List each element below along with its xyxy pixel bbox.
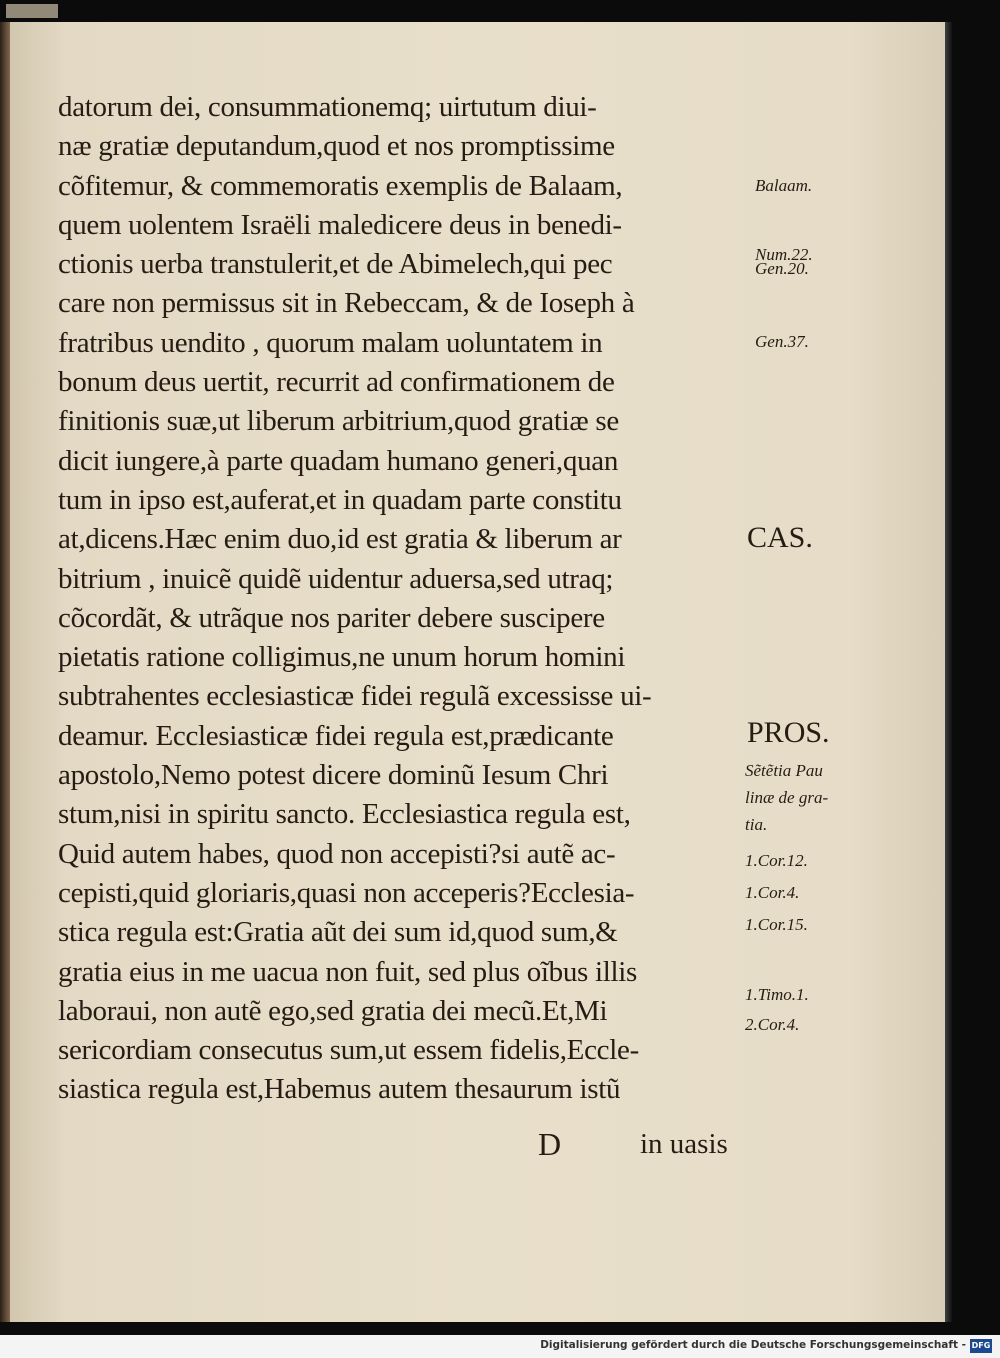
- text-line: quem uolentem Israëli maledicere deus in benedi-: [58, 208, 622, 241]
- text-line: apostolo,Nemo potest dicere dominũ Iesum Chri: [58, 759, 609, 792]
- signature-mark: D: [538, 1126, 562, 1162]
- text-line: siastica regula est,Habemus autem thesaurum istũ: [58, 1073, 621, 1106]
- text-line: næ gratiæ deputandum,quod et nos promptissime: [58, 130, 615, 163]
- text-line: deamur. Ecclesiasticæ fidei regula est,prædicante: [58, 719, 614, 752]
- footer-bar: [0, 1335, 1000, 1358]
- text-line: datorum dei, consummationemq; uirtutum diui-: [58, 91, 597, 123]
- margin-note-timo: 1.Timo.1.: [745, 985, 809, 1004]
- book-page: [10, 22, 945, 1322]
- margin-note-sententia: tia.: [745, 815, 768, 834]
- text-line: at,dicens.Hæc enim duo,id est gratia & liberum ar: [58, 523, 622, 556]
- text-line: sericordiam consecutus sum,ut essem fidelis,Eccle-: [58, 1034, 639, 1067]
- catchword: in uasis: [640, 1128, 728, 1160]
- dfg-logo: DFG: [970, 1339, 992, 1353]
- text-line: stum,nisi in spiritu sancto. Ecclesiastica regula est,: [58, 798, 631, 831]
- text-line: subtrahentes ecclesiasticæ fidei regulã excessisse ui-: [58, 680, 652, 713]
- margin-note-num: Num.22.: [755, 245, 813, 264]
- text-line: fratribus uendito , quorum malam uoluntatem in: [58, 326, 603, 359]
- text-line: cõcordãt, & utrãque nos pariter debere suscipere: [58, 601, 605, 634]
- text-line: finitionis suæ,ut liberum arbitrium,quod gratiæ se: [58, 405, 619, 438]
- margin-note-sententia: Sẽtẽtia Pau: [745, 761, 823, 780]
- body-text: [58, 88, 758, 1110]
- margin-note-cor4: 1.Cor.4.: [745, 883, 800, 902]
- margin-note-cor4b: 2.Cor.4.: [745, 1015, 800, 1034]
- text-line: ctionis uerba transtulerit,et de Abimelech,qui pec: [58, 248, 613, 281]
- margin-note-gen20: Gen.20.: [755, 259, 809, 278]
- text-line: cepisti,quid gloriaris,quasi non acceperis?Ecclesia-: [58, 876, 635, 909]
- text-line: laboraui, non autẽ ego,sed gratia dei mecũ.Et,Mi: [58, 994, 608, 1027]
- corner-tag: [6, 4, 58, 18]
- text-line: dicit iungere,à parte quadam humano generi,quan: [58, 444, 619, 477]
- margin-note-cor15: 1.Cor.15.: [745, 915, 808, 934]
- text-line: bonum deus uertit, recurrit ad confirmationem de: [58, 366, 615, 399]
- text-line: cõfitemur, & commemoratis exemplis de Balaam,: [58, 169, 623, 202]
- text-line: stica regula est:Gratia aũt dei sum id,quod sum,&: [58, 916, 618, 949]
- margin-note-balaam: Balaam.: [755, 176, 813, 195]
- margin-speaker-cas: CAS.: [747, 521, 813, 554]
- text-line: care non permissus sit in Rebeccam, & de Ioseph à: [58, 287, 635, 320]
- margin-note-gen37: Gen.37.: [755, 332, 809, 351]
- text-line: gratia eius in me uacua non fuit, sed plus oĩbus illis: [58, 955, 638, 988]
- text-line: tum in ipso est,auferat,et in quadam parte constitu: [58, 483, 622, 516]
- margin-speaker-pros: PROS.: [747, 716, 830, 749]
- text-line: pietatis ratione colligimus,ne unum horum homini: [58, 641, 626, 674]
- text-line: Quid autem habes, quod non accepisti?si autẽ ac-: [58, 837, 616, 870]
- funding-credit: Digitalisierung gefördert durch die Deutsche Forschungsgemeinschaft -: [540, 1339, 966, 1351]
- text-line: bitrium , inuicẽ quidẽ uidentur aduersa,sed utraq;: [58, 562, 614, 595]
- margin-note-sententia: linæ de gra-: [745, 788, 829, 807]
- margin-note-cor12: 1.Cor.12.: [745, 851, 808, 870]
